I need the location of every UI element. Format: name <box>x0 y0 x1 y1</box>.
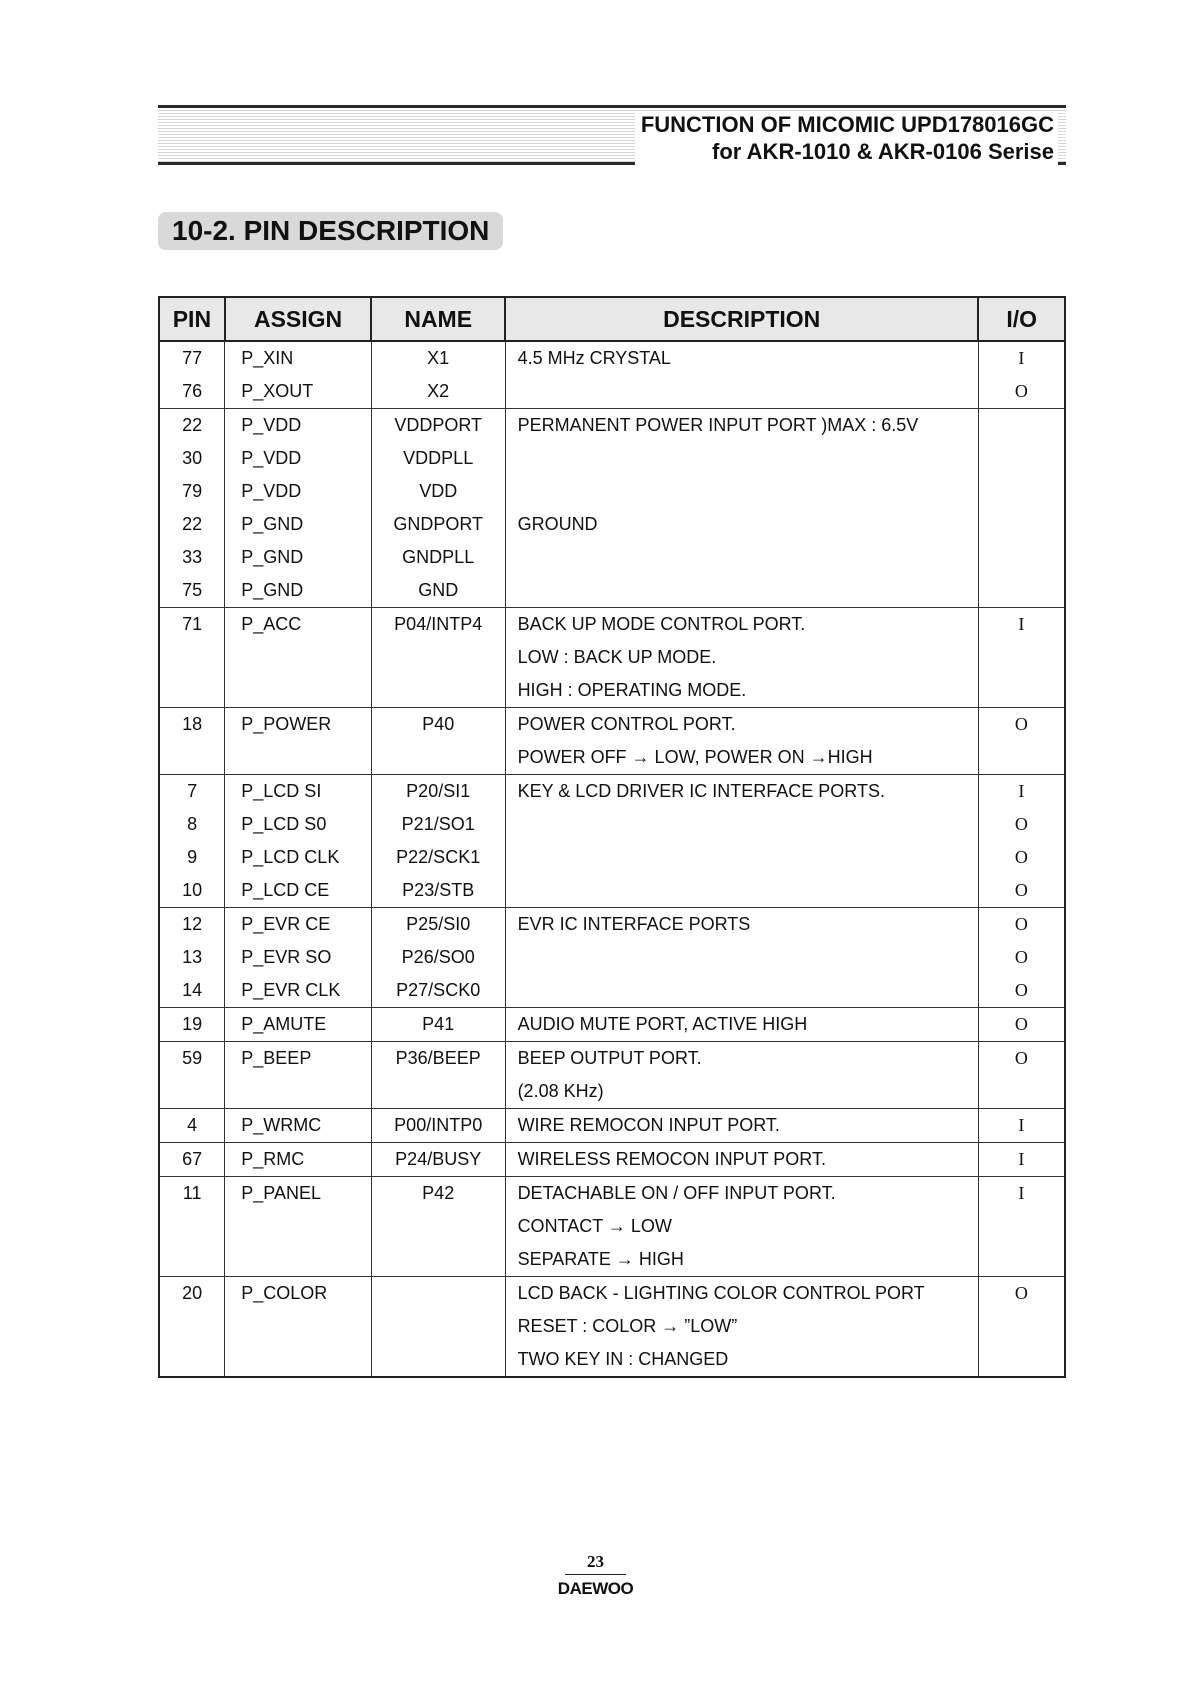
description-cell-line: BEEP OUTPUT PORT. <box>517 1048 702 1068</box>
assign-cell-line: P_BEEP <box>241 1048 312 1068</box>
column-header-assign: ASSIGN <box>225 297 372 341</box>
description-cell-line: GROUND <box>517 514 598 534</box>
assign-cell-line: P_LCD CE <box>241 880 330 900</box>
name-cell-line: P24/BUSY <box>395 1149 482 1169</box>
name-cell-line: P21/SO1 <box>401 814 475 834</box>
description-cell-line <box>518 375 978 408</box>
assign-cell <box>225 409 372 608</box>
table-row <box>159 775 1065 908</box>
pin-cell-line <box>160 674 224 707</box>
column-header-io: I/O <box>978 297 1065 341</box>
name-cell-line <box>372 641 505 674</box>
assign-cell <box>225 1277 372 1378</box>
description-cell <box>505 608 978 708</box>
pin-cell <box>159 608 225 708</box>
description-cell <box>505 775 978 908</box>
assign-cell-line: P_GND <box>241 514 304 534</box>
pin-cell-line: 22 <box>182 415 203 435</box>
pin-cell-line: 79 <box>182 481 203 501</box>
pin-cell-line <box>160 1075 224 1108</box>
description-cell-line: BACK UP MODE CONTROL PORT. <box>517 614 806 634</box>
table-row <box>159 409 1065 608</box>
pin-cell-line: 20 <box>182 1283 203 1303</box>
name-cell-line <box>372 741 505 774</box>
name-cell-line: P41 <box>422 1014 455 1034</box>
description-cell-line <box>518 941 978 974</box>
name-cell-line <box>372 1243 505 1276</box>
column-header-pin: PIN <box>159 297 225 341</box>
header-line-2: for AKR-1010 & AKR-0106 Serise <box>712 139 1054 164</box>
pin-cell-line <box>160 1343 224 1376</box>
pin-cell-line <box>160 741 224 774</box>
io-cell-line: O <box>1014 880 1028 900</box>
name-cell-line: VDDPLL <box>403 448 474 468</box>
pin-cell-line: 76 <box>182 381 203 401</box>
assign-cell-line <box>241 1343 371 1376</box>
assign-cell-line: P_LCD CLK <box>241 847 340 867</box>
io-cell-line <box>979 1243 1064 1276</box>
io-cell-line: I <box>1018 1149 1025 1169</box>
io-cell <box>978 775 1065 908</box>
io-cell-line: O <box>1014 980 1028 1000</box>
name-cell <box>371 1177 505 1277</box>
assign-cell-line <box>241 674 371 707</box>
table-row <box>159 1042 1065 1109</box>
description-cell-line: EVR IC INTERFACE PORTS <box>517 914 751 934</box>
description-cell <box>505 708 978 775</box>
name-cell-line: GNDPLL <box>402 547 475 567</box>
page-header <box>158 105 1066 165</box>
io-cell-line: O <box>1014 847 1028 867</box>
description-cell-line <box>518 475 978 508</box>
name-cell <box>371 1277 505 1378</box>
table-row-group <box>159 775 1065 908</box>
io-cell-line <box>979 1210 1064 1243</box>
description-cell-line <box>518 574 978 607</box>
io-cell <box>978 908 1065 1008</box>
assign-cell-line: P_WRMC <box>241 1115 322 1135</box>
assign-cell-line: P_XOUT <box>241 381 314 401</box>
io-cell-line: I <box>1018 1115 1025 1135</box>
io-cell <box>978 608 1065 708</box>
io-cell-line: I <box>1018 781 1025 801</box>
assign-cell-line: P_VDD <box>241 481 302 501</box>
table-row-group <box>159 608 1065 708</box>
io-cell-line <box>979 1343 1064 1376</box>
io-cell-line: O <box>1014 947 1028 967</box>
table-row-group <box>159 1277 1065 1378</box>
assign-cell <box>225 341 372 409</box>
name-cell <box>371 608 505 708</box>
header-line-1: FUNCTION OF MICOMIC UPD178016GC <box>640 112 1054 137</box>
name-cell-line: GND <box>418 580 459 600</box>
name-cell-line <box>372 1277 505 1310</box>
header-title <box>635 111 1058 165</box>
pin-cell <box>159 708 225 775</box>
io-cell-line: O <box>1014 1014 1028 1034</box>
pin-cell <box>159 341 225 409</box>
io-cell <box>978 341 1065 409</box>
description-cell <box>505 1042 978 1109</box>
description-cell-line: KEY & LCD DRIVER IC INTERFACE PORTS. <box>517 781 885 801</box>
pin-cell <box>159 1277 225 1378</box>
pin-cell-line <box>160 1310 224 1343</box>
name-cell-line: P25/SI0 <box>406 914 471 934</box>
io-cell-line <box>979 641 1064 674</box>
name-cell-line: P23/STB <box>402 880 475 900</box>
pin-cell <box>159 409 225 608</box>
io-cell <box>978 1109 1065 1143</box>
pin-cell-line: 22 <box>182 514 203 534</box>
io-cell <box>978 1042 1065 1109</box>
io-cell <box>978 1143 1065 1177</box>
name-cell-line: P36/BEEP <box>395 1048 481 1068</box>
table-row <box>159 1109 1065 1143</box>
name-cell <box>371 908 505 1008</box>
table-row-group <box>159 1109 1065 1143</box>
table-row-group <box>159 1143 1065 1177</box>
table-row-group <box>159 341 1065 409</box>
table-row <box>159 1277 1065 1378</box>
assign-cell-line <box>241 741 371 774</box>
name-cell-line <box>372 1310 505 1343</box>
table-row <box>159 1143 1065 1177</box>
io-cell-line <box>979 741 1064 774</box>
assign-cell <box>225 908 372 1008</box>
name-cell-line: X1 <box>427 348 450 368</box>
assign-cell-line: P_EVR CLK <box>241 980 341 1000</box>
assign-cell <box>225 1109 372 1143</box>
io-cell-line: I <box>1018 1183 1025 1203</box>
page-footer <box>0 1552 1191 1599</box>
pin-cell <box>159 1143 225 1177</box>
pin-cell-line: 67 <box>182 1149 203 1169</box>
description-cell-line <box>518 808 978 841</box>
io-cell-line: O <box>1014 1283 1028 1303</box>
assign-cell <box>225 1143 372 1177</box>
table-row <box>159 608 1065 708</box>
pin-cell-line: 59 <box>182 1048 203 1068</box>
io-cell-line <box>979 574 1064 607</box>
name-cell <box>371 1109 505 1143</box>
description-cell <box>505 1143 978 1177</box>
table-row-group <box>159 1008 1065 1042</box>
io-cell-line: O <box>1014 914 1028 934</box>
description-cell-line <box>518 874 978 907</box>
assign-cell-line: P_POWER <box>241 714 332 734</box>
pin-cell <box>159 1109 225 1143</box>
description-cell <box>505 1177 978 1277</box>
name-cell-line: P22/SCK1 <box>396 847 481 867</box>
name-cell <box>371 409 505 608</box>
section-title: 10-2. PIN DESCRIPTION <box>158 212 503 250</box>
pin-cell-line: 75 <box>182 580 203 600</box>
name-cell <box>371 775 505 908</box>
description-cell-line: HIGH : OPERATING MODE. <box>517 680 747 700</box>
pin-cell-line: 8 <box>187 814 198 834</box>
io-cell-line: I <box>1018 614 1025 634</box>
pin-cell-line <box>160 1210 224 1243</box>
page-number: 23 <box>565 1552 626 1575</box>
assign-cell-line: P_XIN <box>241 348 294 368</box>
pin-cell-line: 7 <box>187 781 198 801</box>
table-row-group <box>159 708 1065 775</box>
description-cell-line <box>518 841 978 874</box>
description-cell-line <box>518 541 978 574</box>
pin-cell-line: 33 <box>182 547 203 567</box>
assign-cell <box>225 1177 372 1277</box>
name-cell <box>371 1143 505 1177</box>
table-row <box>159 708 1065 775</box>
description-cell-line <box>518 442 978 475</box>
assign-cell-line: P_GND <box>241 580 304 600</box>
assign-cell-line <box>241 641 371 674</box>
assign-cell-line <box>241 1310 371 1343</box>
description-cell-line: LOW : BACK UP MODE. <box>517 647 717 667</box>
pin-cell <box>159 1177 225 1277</box>
assign-cell <box>225 708 372 775</box>
assign-cell <box>225 608 372 708</box>
name-cell <box>371 341 505 409</box>
description-cell-line: DETACHABLE ON / OFF INPUT PORT. <box>517 1183 836 1203</box>
description-cell <box>505 1277 978 1378</box>
io-cell-line <box>979 1075 1064 1108</box>
io-cell-line <box>979 409 1064 442</box>
pin-cell-line: 18 <box>182 714 203 734</box>
name-cell-line: P42 <box>422 1183 455 1203</box>
pin-cell-line <box>160 1243 224 1276</box>
io-cell <box>978 1277 1065 1378</box>
pin-cell <box>159 1008 225 1042</box>
pin-cell <box>159 908 225 1008</box>
description-cell <box>505 1109 978 1143</box>
assign-cell-line: P_VDD <box>241 415 302 435</box>
table-row <box>159 1177 1065 1277</box>
description-cell <box>505 409 978 608</box>
table-row <box>159 908 1065 1008</box>
io-cell-line: I <box>1018 348 1025 368</box>
pin-cell-line: 71 <box>182 614 203 634</box>
name-cell-line: P40 <box>422 714 455 734</box>
description-cell-line: POWER OFF → LOW, POWER ON →HIGH <box>517 747 873 767</box>
name-cell <box>371 1008 505 1042</box>
io-cell-line <box>979 475 1064 508</box>
name-cell-line <box>372 1210 505 1243</box>
pin-cell-line: 4 <box>187 1115 198 1135</box>
table-row-group <box>159 1042 1065 1109</box>
table-row-group <box>159 409 1065 608</box>
io-cell <box>978 708 1065 775</box>
name-cell-line <box>372 1343 505 1376</box>
io-cell-line: O <box>1014 1048 1028 1068</box>
name-cell-line: GNDPORT <box>393 514 484 534</box>
column-header-name: NAME <box>371 297 505 341</box>
description-cell-line <box>518 974 978 1007</box>
pin-cell-line: 12 <box>182 914 203 934</box>
assign-cell-line: P_LCD S0 <box>241 814 327 834</box>
pin-cell-line <box>160 641 224 674</box>
assign-cell-line: P_ACC <box>241 614 302 634</box>
io-cell-line: O <box>1014 814 1028 834</box>
pin-cell-line: 77 <box>182 348 203 368</box>
io-cell-line <box>979 442 1064 475</box>
table-row <box>159 1008 1065 1042</box>
name-cell-line: P20/SI1 <box>406 781 471 801</box>
column-header-description: DESCRIPTION <box>505 297 978 341</box>
table-row <box>159 341 1065 409</box>
io-cell-line <box>979 508 1064 541</box>
assign-cell-line <box>241 1243 371 1276</box>
description-cell <box>505 341 978 409</box>
description-cell-line: SEPARATE → HIGH <box>517 1249 684 1269</box>
io-cell <box>978 1177 1065 1277</box>
description-cell-line: POWER CONTROL PORT. <box>517 714 736 734</box>
pin-cell-line: 13 <box>182 947 203 967</box>
description-cell-line: LCD BACK - LIGHTING COLOR CONTROL PORT <box>517 1283 925 1303</box>
io-cell-line <box>979 1310 1064 1343</box>
pin-cell-line: 11 <box>182 1183 202 1203</box>
table-row-group <box>159 908 1065 1008</box>
assign-cell <box>225 1042 372 1109</box>
name-cell-line <box>372 674 505 707</box>
name-cell-line: P26/SO0 <box>401 947 475 967</box>
pin-cell-line: 14 <box>182 980 203 1000</box>
assign-cell-line: P_VDD <box>241 448 302 468</box>
assign-cell-line: P_EVR CE <box>241 914 331 934</box>
name-cell <box>371 708 505 775</box>
table-row-group <box>159 1177 1065 1277</box>
io-cell <box>978 409 1065 608</box>
table-header-row <box>159 297 1065 341</box>
assign-cell-line: P_GND <box>241 547 304 567</box>
assign-cell-line: P_EVR SO <box>241 947 332 967</box>
assign-cell-line: P_PANEL <box>241 1183 321 1203</box>
pin-cell <box>159 775 225 908</box>
description-cell <box>505 908 978 1008</box>
description-cell-line: 4.5 MHz CRYSTAL <box>517 348 671 368</box>
assign-cell <box>225 1008 372 1042</box>
name-cell-line: VDD <box>419 481 458 501</box>
name-cell-line <box>372 1075 505 1108</box>
pin-cell-line: 10 <box>182 880 203 900</box>
io-cell-line <box>979 674 1064 707</box>
description-cell-line: CONTACT → LOW <box>517 1216 672 1236</box>
brand-logo: DAEWOO <box>557 1579 634 1598</box>
name-cell-line: P27/SCK0 <box>396 980 481 1000</box>
description-cell-line: AUDIO MUTE PORT, ACTIVE HIGH <box>517 1014 808 1034</box>
name-cell <box>371 1042 505 1109</box>
name-cell-line: VDDPORT <box>394 415 483 435</box>
description-cell-line: TWO KEY IN : CHANGED <box>517 1349 729 1369</box>
name-cell-line: P04/INTP4 <box>394 614 483 634</box>
pin-cell-line: 30 <box>182 448 203 468</box>
assign-cell-line: P_LCD SI <box>241 781 322 801</box>
io-cell-line: O <box>1014 714 1028 734</box>
pin-cell <box>159 1042 225 1109</box>
name-cell-line: P00/INTP0 <box>394 1115 483 1135</box>
assign-cell-line: P_COLOR <box>241 1283 328 1303</box>
pin-cell-line: 19 <box>182 1014 203 1034</box>
description-cell-line: PERMANENT POWER INPUT PORT )MAX : 6.5V <box>517 415 919 435</box>
assign-cell-line: P_RMC <box>241 1149 305 1169</box>
name-cell-line: X2 <box>427 381 450 401</box>
assign-cell-line <box>241 1210 371 1243</box>
assign-cell-line: P_AMUTE <box>241 1014 327 1034</box>
io-cell <box>978 1008 1065 1042</box>
assign-cell <box>225 775 372 908</box>
description-cell <box>505 1008 978 1042</box>
pin-description-table <box>158 296 1066 1378</box>
pin-cell-line: 9 <box>187 847 198 867</box>
description-cell-line: WIRELESS REMOCON INPUT PORT. <box>517 1149 826 1169</box>
assign-cell-line <box>241 1075 371 1108</box>
io-cell-line: O <box>1014 381 1028 401</box>
description-cell-line: (2.08 KHz) <box>517 1081 604 1101</box>
description-cell-line: WIRE REMOCON INPUT PORT. <box>517 1115 780 1135</box>
io-cell-line <box>979 541 1064 574</box>
description-cell-line: RESET : COLOR → ”LOW” <box>517 1316 738 1336</box>
